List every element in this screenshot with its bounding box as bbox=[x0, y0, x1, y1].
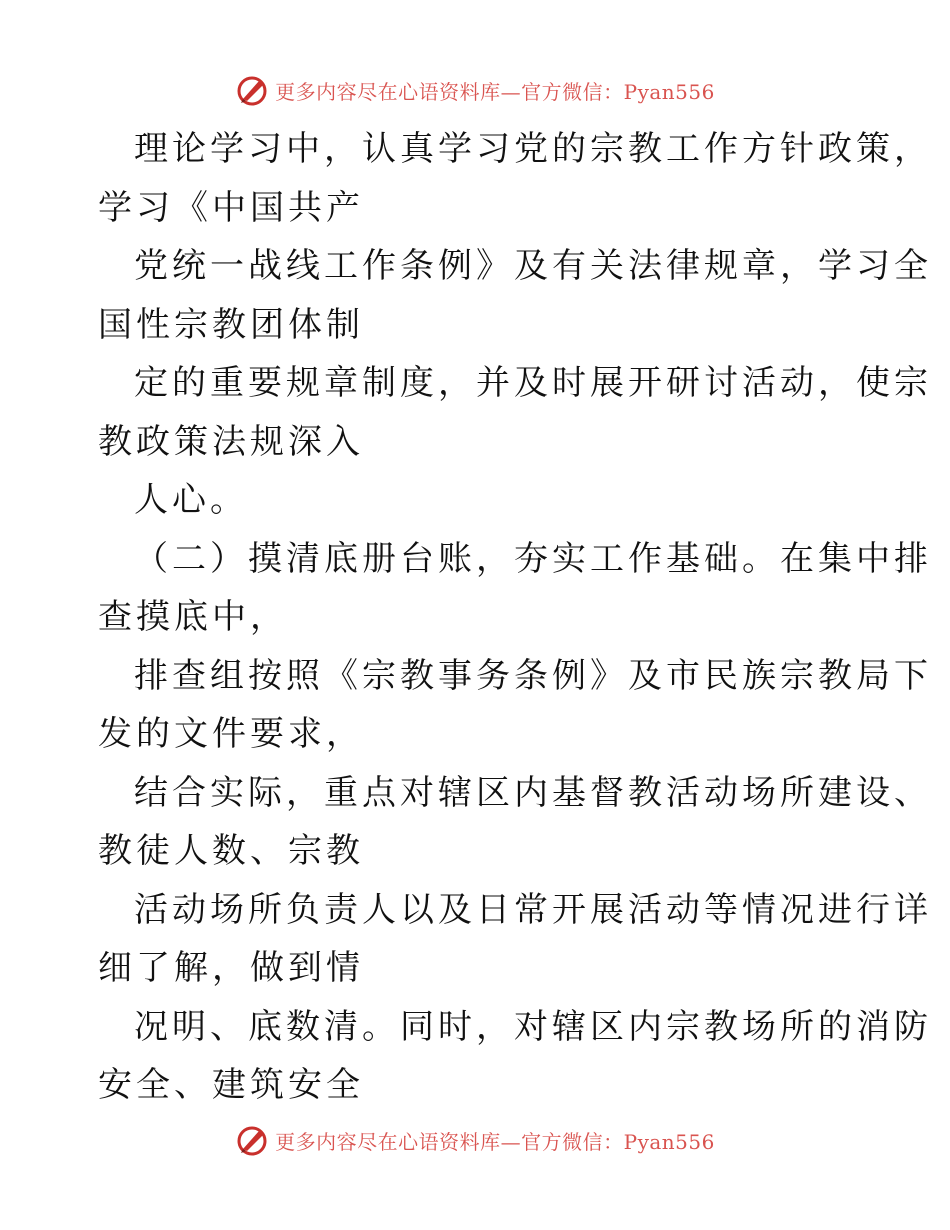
document-body bbox=[98, 120, 932, 1115]
body-line: 党统一战线工作条例》及有关法律规章，学习全 bbox=[134, 246, 932, 286]
header-banner-text: 更多内容尽在心语资料库—官方微信：Pyan556 bbox=[275, 79, 715, 104]
pen-logo-icon bbox=[235, 73, 269, 107]
body-line: （二）摸清底册台账，夯实工作基础。在集中排 bbox=[134, 538, 932, 579]
body-line: 查摸底中， bbox=[98, 597, 288, 637]
body-line: 定的重要规章制度，并及时展开研讨活动，使宗 bbox=[134, 363, 932, 403]
body-line: 教徒人数、宗教 bbox=[98, 831, 364, 871]
pen-logo-icon bbox=[235, 1123, 269, 1157]
body-line: 况明、底数清。同时，对辖区内宗教场所的消防 bbox=[134, 1006, 932, 1047]
body-line: 教政策法规深入 bbox=[98, 421, 364, 462]
body-line: 排查组按照《宗教事务条例》及市民族宗教局下 bbox=[134, 655, 932, 696]
body-line: 国性宗教团体制 bbox=[98, 304, 364, 345]
body-line: 理论学习中，认真学习党的宗教工作方针政策， bbox=[134, 129, 932, 169]
body-line: 学习《中国共产 bbox=[98, 187, 364, 228]
footer-banner bbox=[0, 1120, 950, 1160]
body-line: 活动场所负责人以及日常开展活动等情况进行详 bbox=[134, 889, 932, 930]
body-line: 结合实际，重点对辖区内基督教活动场所建设、 bbox=[134, 772, 932, 813]
body-line: 细了解，做到情 bbox=[98, 948, 364, 988]
body-line: 发的文件要求， bbox=[98, 714, 364, 754]
header-banner bbox=[0, 70, 950, 110]
body-line: 人心。 bbox=[134, 480, 248, 520]
body-line: 安全、建筑安全 bbox=[98, 1065, 364, 1105]
footer-banner-text: 更多内容尽在心语资料库—官方微信：Pyan556 bbox=[275, 1129, 715, 1154]
